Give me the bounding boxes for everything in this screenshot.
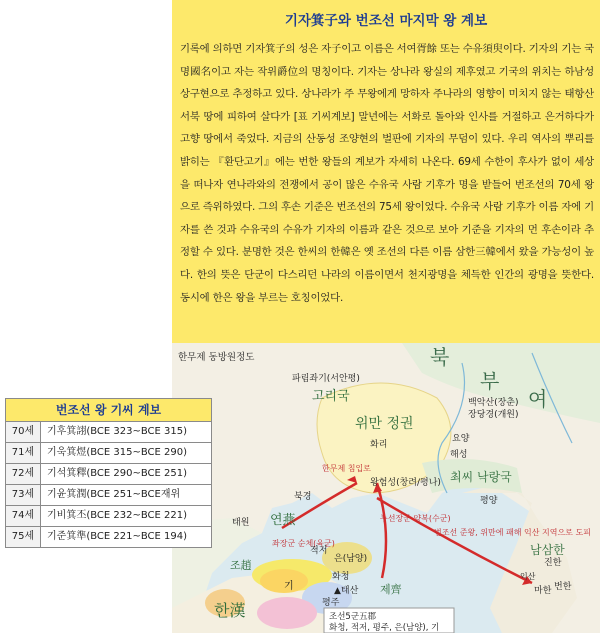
legend-items: 화청, 적저, 평주, 은(남양), 기 xyxy=(329,623,440,633)
table-row xyxy=(6,527,211,547)
label-yeo: 여 xyxy=(528,387,548,411)
genealogy-table xyxy=(5,398,212,548)
row-generation: 75세 xyxy=(6,527,41,547)
label-bukgyeong: 북경 xyxy=(294,492,312,502)
row-king-name: 기윤箕潤(BCE 251~BCE재위 xyxy=(47,489,181,500)
description-box xyxy=(172,0,600,343)
label-bu: 부 xyxy=(480,369,500,393)
label-iksan: 익산 xyxy=(520,572,536,581)
table-row xyxy=(6,464,211,485)
row-generation: 71세 xyxy=(6,443,41,463)
route-escape xyxy=(377,498,532,583)
legend-title: 조선5군五郡 xyxy=(329,612,377,622)
label-jinhan: 진한 xyxy=(544,558,562,568)
label-baekak: 백악산(장춘) xyxy=(468,398,519,408)
label-mahan: 마한 xyxy=(534,586,552,596)
label-hwacheong: 화청 xyxy=(332,572,350,582)
label-choessi: 최씨 낙랑국 xyxy=(450,470,512,484)
row-king-name: 기욱箕煜(BCE 315~BCE 290) xyxy=(47,447,188,458)
table-row xyxy=(6,422,211,443)
label-wiman: 위만 정권 xyxy=(355,416,414,432)
label-eunnam: 은(남양) xyxy=(334,554,368,564)
row-generation: 72세 xyxy=(6,464,41,484)
label-jangdang: 장당경(개원) xyxy=(468,410,519,420)
label-han: 한漢 xyxy=(214,601,246,620)
map-title: 한무제 동방원정도 xyxy=(178,352,255,363)
row-generation: 73세 xyxy=(6,485,41,505)
historical-map xyxy=(172,343,600,633)
label-yoyang: 요양 xyxy=(452,434,470,444)
table-row xyxy=(6,506,211,527)
row-generation: 74세 xyxy=(6,506,41,526)
hwacheong-patch xyxy=(257,597,317,629)
label-goryeoguk: 고리국 xyxy=(312,389,350,404)
label-hwari: 화리 xyxy=(370,440,388,450)
label-gi: 기 xyxy=(284,581,294,592)
label-taesan: ▲태산 xyxy=(334,586,359,596)
label-pyeongyang: 평양 xyxy=(480,496,498,506)
label-beonhan: 번한 xyxy=(554,582,572,592)
label-pyeongju: 평주 xyxy=(322,598,340,608)
page-title: 기자箕子와 번조선 마지막 왕 계보 xyxy=(284,13,488,29)
label-yeon: 연燕 xyxy=(270,513,296,528)
row-king-name: 기후箕詡(BCE 323~BCE 315) xyxy=(47,426,188,437)
table-row xyxy=(6,443,211,464)
label-namsam: 남삼한 xyxy=(530,543,565,557)
label-wanghomseong: 왕험성(창려/평나) xyxy=(370,478,441,488)
row-king-name: 기비箕丕(BCE 232~BCE 221) xyxy=(47,510,188,521)
label-jeokjeo: 적저 xyxy=(310,546,328,556)
label-route4: 한무제 침입로 xyxy=(322,464,371,473)
label-jo: 조趙 xyxy=(230,559,252,572)
label-pahwangjeok: 파림좌기(서안평) xyxy=(292,374,360,384)
route-sea xyxy=(377,483,386,578)
table-row xyxy=(6,485,211,506)
label-je: 제齊 xyxy=(380,583,402,596)
description-paragraph: 기록에 의하면 기자箕子의 성은 자子이고 이름은 서여胥餘 또는 수유須臾이다. 기자의 기는 국명國名이고 자는 작위爵位의 명칭이다. 기자는 상나라 왕실의 제후였고 기국의 위치는 하남성 상구현으로 추정하고 있다. 상나라가 주 무왕에게 망하자 주나라의 영향이 미치지 않는 태항산 서북 땅에 피하여 살다가 [표 기씨계보] 말년에는 서화로 돌아와 인사를 거절하고 은거하다가 고향 땅에서 죽었다. 지금의 산동성 조양현의 벌판에 기자의 무덤이 있다. 우리 역사의 뿌리를 밝히는 『환단고기』에는 번한 왕들의 계보가 자세히 나온다. 69세 수한이 후사가 없이 세상을 떠나자 연나라와의 전쟁에서 공이 많은 수유국 사람 기후가 명을 받들어 번조선의 70세 왕으로 즉위하였다. 그의 후손 기준은 번조선의 75세 왕이었다. 수유국 사람 기후가 이름 자에 기자를 쓴 것과 수유국의 수유가 기자의 이름과 같은 것으로 보아 기준을 기자의 먼 후손이라 추정할 수 있다. 분명한 것은 한씨의 한韓은 옛 조선의 다른 이름 삼한三韓에서 왔을 가능성이 높다. 한의 뜻은 단군이 다스리던 나라의 이름이면서 천지광명을 체득한 인간의 광명을 뜻한다. 동시에 한은 왕을 부르는 호칭이었다. xyxy=(180,43,594,304)
label-buk: 북 xyxy=(430,345,450,369)
label-route1: 좌장군 순체(육군) xyxy=(272,539,335,548)
row-generation: 70세 xyxy=(6,422,41,442)
label-route3: 번조선 준왕, 위만에 패해 익산 지역으로 도피 xyxy=(434,528,591,537)
label-taewon: 태원 xyxy=(232,518,250,528)
label-haeseong: 해성 xyxy=(450,450,468,460)
table-title: 번조선 왕 기씨 계보 xyxy=(6,399,211,422)
label-route2: 누선장군 양복(수군) xyxy=(380,514,451,523)
row-king-name: 기석箕釋(BCE 290~BCE 251) xyxy=(47,468,188,479)
row-king-name: 기준箕準(BCE 221~BCE 194) xyxy=(47,531,188,542)
